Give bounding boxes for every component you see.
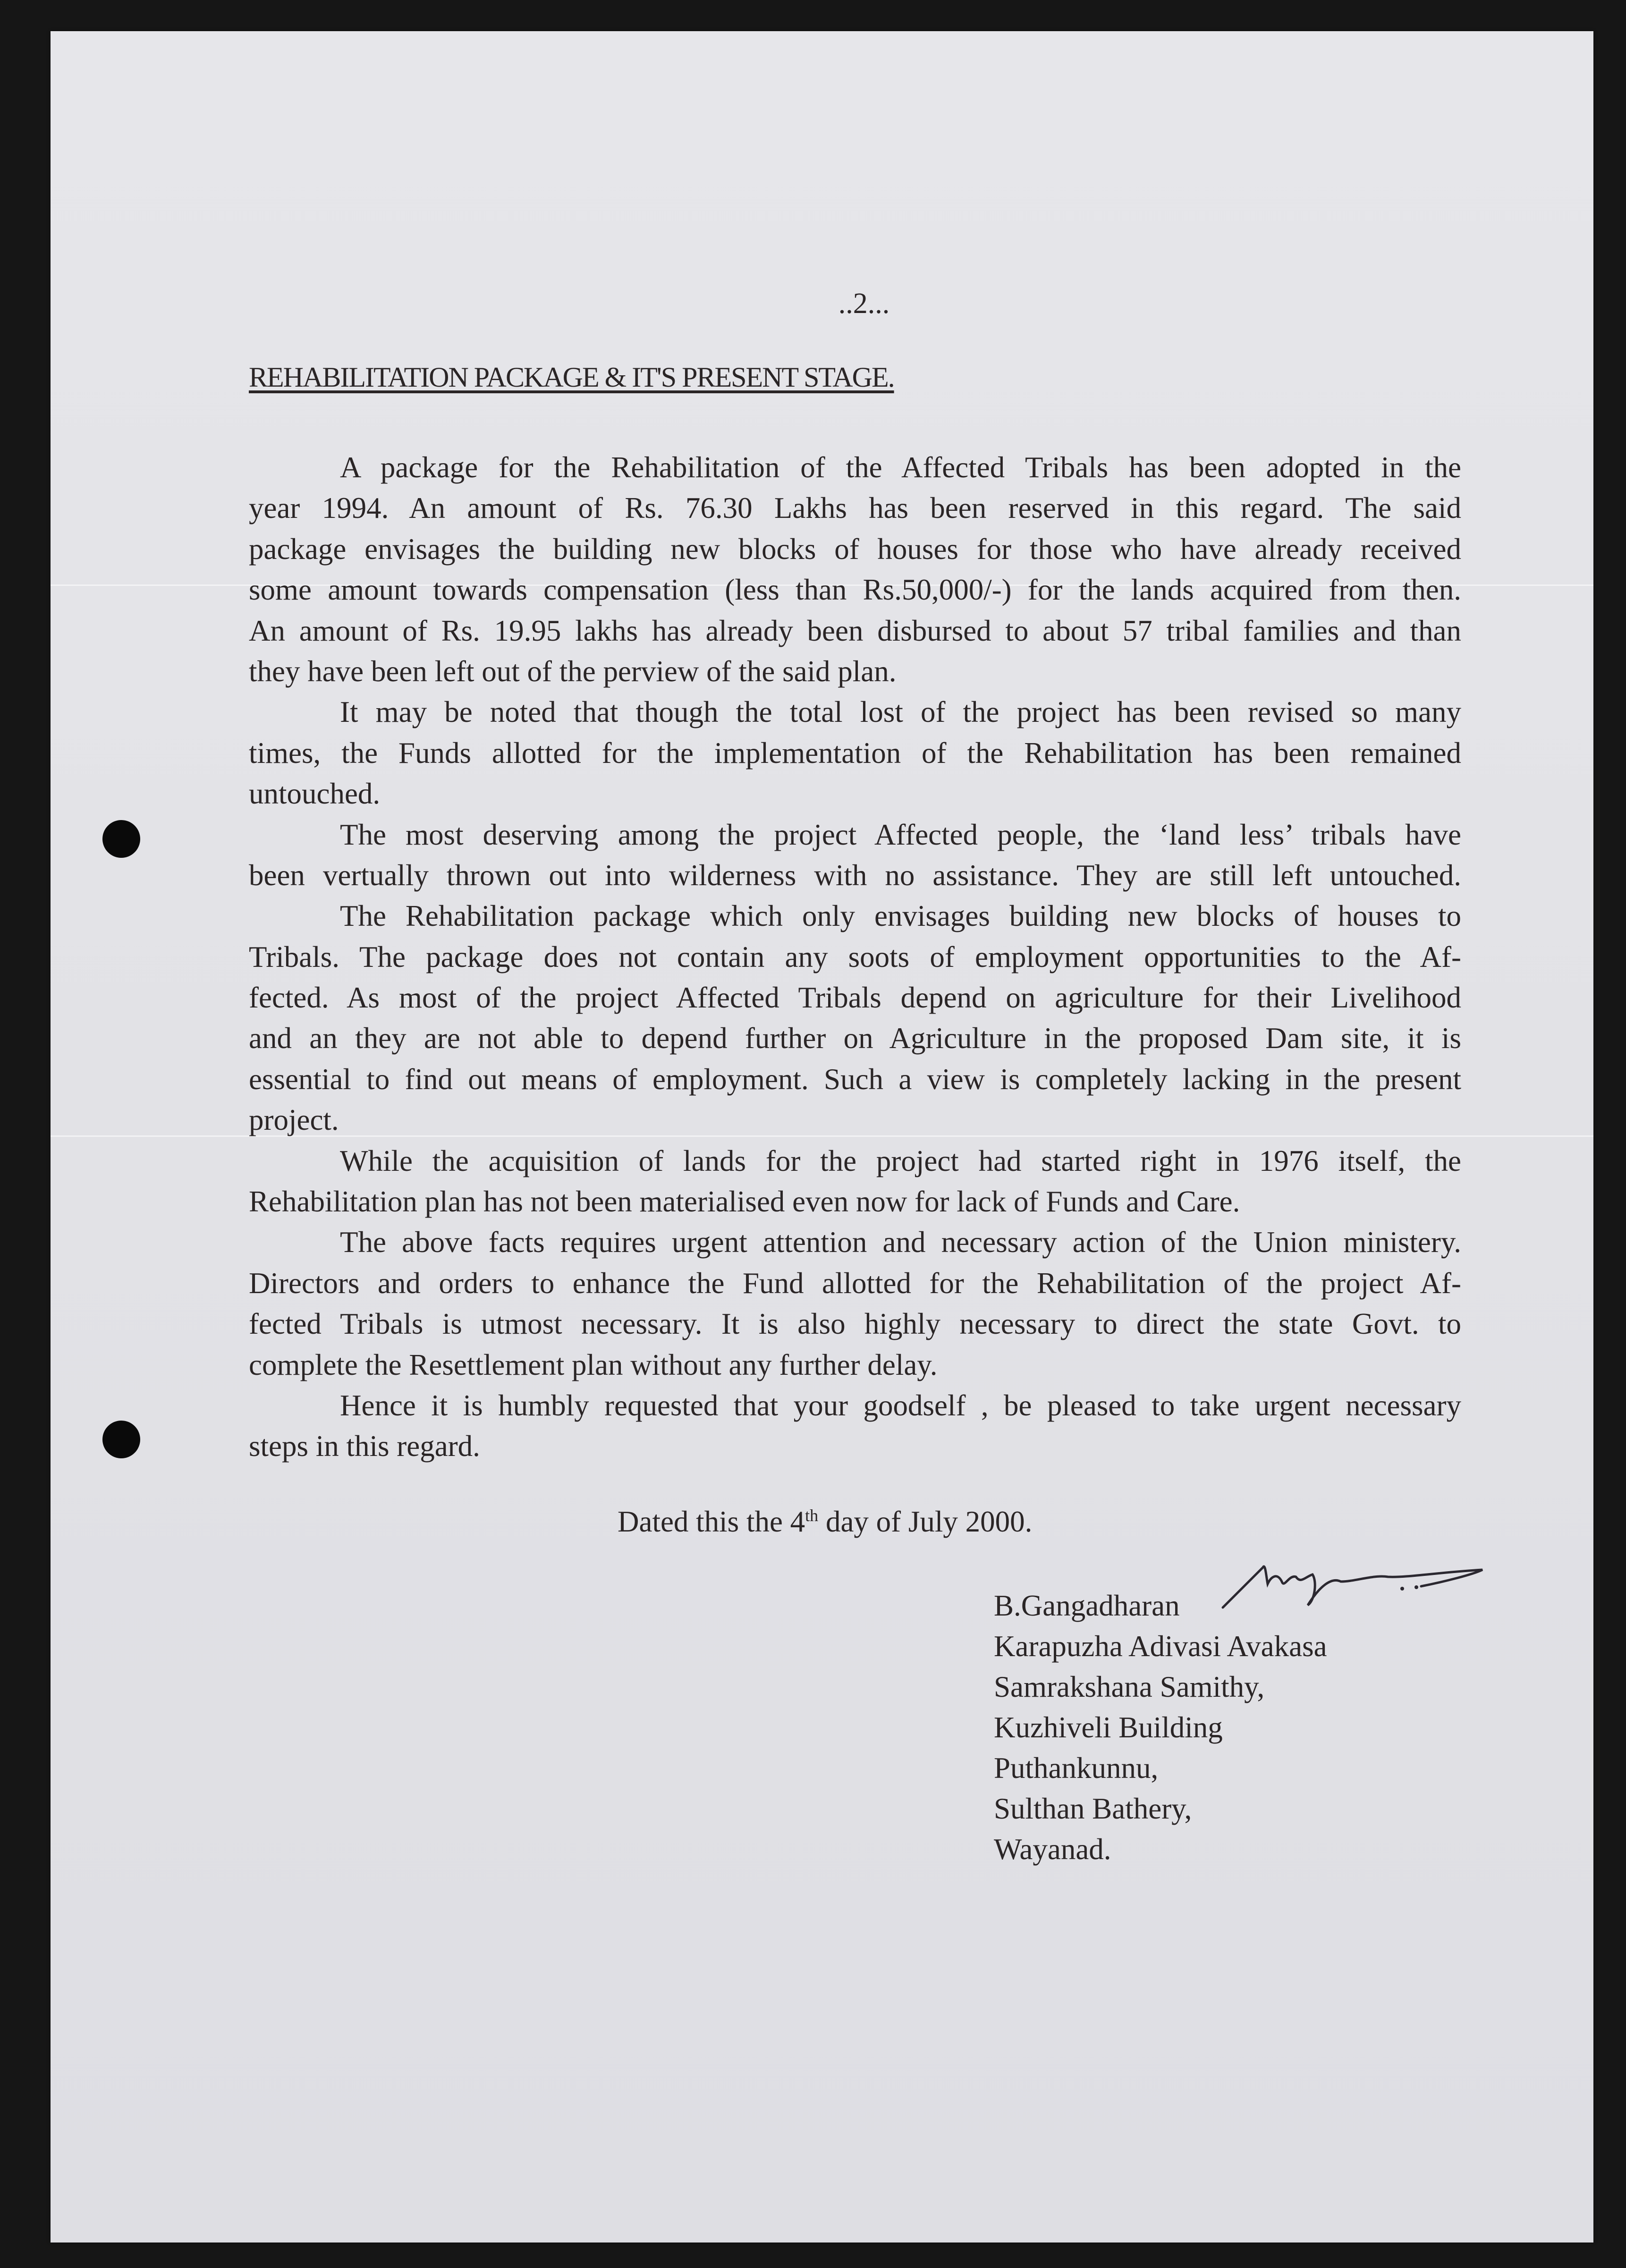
text-line: Tribals. The package does not contain any soots of employment opportunities to the Af- bbox=[249, 940, 1461, 973]
paragraph bbox=[249, 692, 1461, 814]
text-line: project. bbox=[249, 1103, 339, 1137]
address-line: Karapuzha Adivasi Avakasa bbox=[994, 1630, 1327, 1663]
paragraph bbox=[249, 1222, 1461, 1385]
text-line: A package for the Rehabilitation of the Affected Tribals has been adopted in the bbox=[340, 451, 1461, 484]
address-line: Sulthan Bathery, bbox=[994, 1792, 1192, 1825]
text-line: fected Tribals is utmost necessary. It is also highly necessary to direct the state Govt. to bbox=[249, 1307, 1461, 1341]
text-line: untouched. bbox=[249, 777, 381, 811]
text-line: complete the Resettlement plan without any further delay. bbox=[249, 1348, 938, 1381]
punch-hole bbox=[102, 1421, 140, 1458]
text-line: fected. As most of the project Affected Tribals depend on agriculture for their Livelihood bbox=[249, 981, 1461, 1015]
text-line: package envisages the building new blocks of houses for those who have already received bbox=[249, 532, 1461, 566]
signatory-name: B.Gangadharan bbox=[994, 1589, 1180, 1622]
text-line: steps in this regard. bbox=[249, 1430, 480, 1463]
text-line: been vertually thrown out into wilderness with no assistance. They are still left untouched. bbox=[249, 858, 1461, 892]
text-line: Hence it is humbly requested that your goodself , be pleased to take urgent necessary bbox=[340, 1388, 1461, 1422]
paragraph bbox=[249, 896, 1461, 1140]
text-line: The most deserving among the project Affected people, the ‘land less’ tribals have bbox=[340, 818, 1461, 851]
date-line bbox=[618, 1505, 1032, 1539]
date-rest: day of July 2000. bbox=[818, 1505, 1033, 1538]
text-line: some amount towards compensation (less than Rs.50,000/-) for the lands acquired from then. bbox=[249, 573, 1461, 607]
paragraph bbox=[249, 447, 1461, 692]
address-line: Wayanad. bbox=[994, 1833, 1111, 1866]
text-line: Rehabilitation plan has not been materialised even now for lack of Funds and Care. bbox=[249, 1185, 1240, 1219]
text-line: It may be noted that though the total lost of the project has been revised so many bbox=[340, 695, 1461, 729]
text-line: While the acquisition of lands for the project had started right in 1976 itself, the bbox=[340, 1144, 1461, 1177]
text-line: The above facts requires urgent attention and necessary action of the Union ministery. bbox=[340, 1226, 1461, 1259]
address-line: Samrakshana Samithy, bbox=[994, 1670, 1265, 1703]
text-line: and an they are not able to depend further on Agriculture in the proposed Dam site, it is bbox=[249, 1022, 1461, 1055]
date-prefix: Dated this the 4 bbox=[618, 1505, 805, 1538]
letter-body bbox=[249, 447, 1461, 1467]
paragraph bbox=[249, 1141, 1461, 1222]
text-line: times, the Funds allotted for the implementation of the Rehabilitation has been remained bbox=[249, 736, 1461, 770]
address-line: Puthankunnu, bbox=[994, 1752, 1159, 1785]
section-title: REHABILITATION PACKAGE & IT'S PRESENT STAGE. bbox=[249, 362, 894, 393]
text-line: The Rehabilitation package which only envisages building new blocks of houses to bbox=[340, 899, 1461, 933]
signature-block bbox=[994, 1585, 1327, 1870]
text-line: year 1994. An amount of Rs. 76.30 Lakhs has been reserved in this regard. The said bbox=[249, 491, 1461, 525]
paragraph bbox=[249, 814, 1461, 896]
address-line: Kuzhiveli Building bbox=[994, 1711, 1223, 1744]
text-line: essential to find out means of employment. Such a view is completely lacking in the present bbox=[249, 1062, 1461, 1096]
text-line: they have been left out of the perview of the said plan. bbox=[249, 654, 897, 688]
date-ordinal-suffix: th bbox=[805, 1506, 819, 1525]
text-line: Directors and orders to enhance the Fund allotted for the Rehabilitation of the project Af- bbox=[249, 1266, 1461, 1300]
text-line: An amount of Rs. 19.95 lakhs has already been disbursed to about 57 tribal families and than bbox=[249, 614, 1461, 647]
page-number: ..2... bbox=[838, 288, 890, 320]
paragraph bbox=[249, 1385, 1461, 1467]
punch-hole bbox=[102, 820, 140, 858]
